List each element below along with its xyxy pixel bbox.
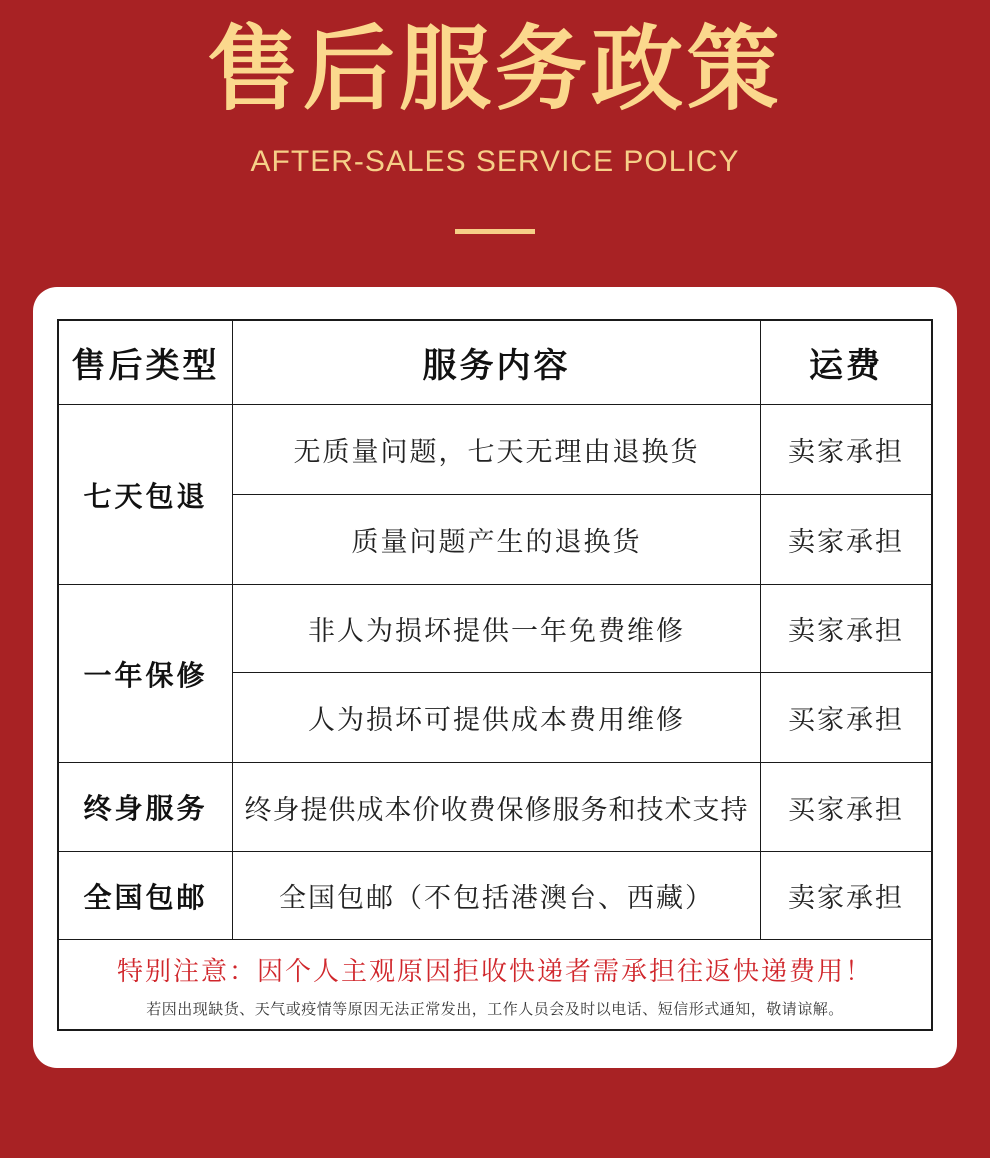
page-title: 售后服务政策 (206, 16, 783, 123)
content-cell: 终身提供成本价收费保修服务和技术支持 (233, 763, 761, 852)
content-cell: 非人为损坏提供一年免费维修 (233, 585, 761, 673)
policy-card (33, 287, 957, 1068)
fee-cell: 卖家承担 (761, 852, 931, 940)
type-one-year-warranty: 一年保修 (59, 585, 233, 763)
notice-detail: 若因出现缺货、天气或疫情等原因无法正常发出，工作人员会及时以电话、短信形式通知，敬请谅解。 (146, 999, 844, 1018)
type-lifetime-service: 终身服务 (59, 763, 233, 852)
header-type: 售后类型 (59, 321, 233, 405)
content-cell: 无质量问题，七天无理由退换货 (233, 405, 761, 495)
fee-cell: 卖家承担 (761, 405, 931, 495)
fee-cell: 卖家承担 (761, 585, 931, 673)
content-cell: 质量问题产生的退换货 (233, 495, 761, 585)
notice-highlight: 特别注意：因个人主观原因拒收快递者需承担往返快递费用！ (116, 956, 873, 987)
fee-cell: 买家承担 (761, 763, 931, 852)
policy-table (57, 319, 933, 1031)
header-content: 服务内容 (233, 321, 761, 405)
fee-cell: 买家承担 (761, 673, 931, 763)
content-cell: 全国包邮（不包括港澳台、西藏） (233, 852, 761, 940)
content-cell: 人为损坏可提供成本费用维修 (233, 673, 761, 763)
title-divider (455, 229, 535, 234)
page-subtitle: AFTER-SALES SERVICE POLICY (250, 145, 740, 178)
notice-row (59, 940, 931, 1029)
fee-cell: 卖家承担 (761, 495, 931, 585)
header-fee: 运费 (761, 321, 931, 405)
type-free-shipping: 全国包邮 (59, 852, 233, 940)
type-seven-day-return: 七天包退 (59, 405, 233, 585)
